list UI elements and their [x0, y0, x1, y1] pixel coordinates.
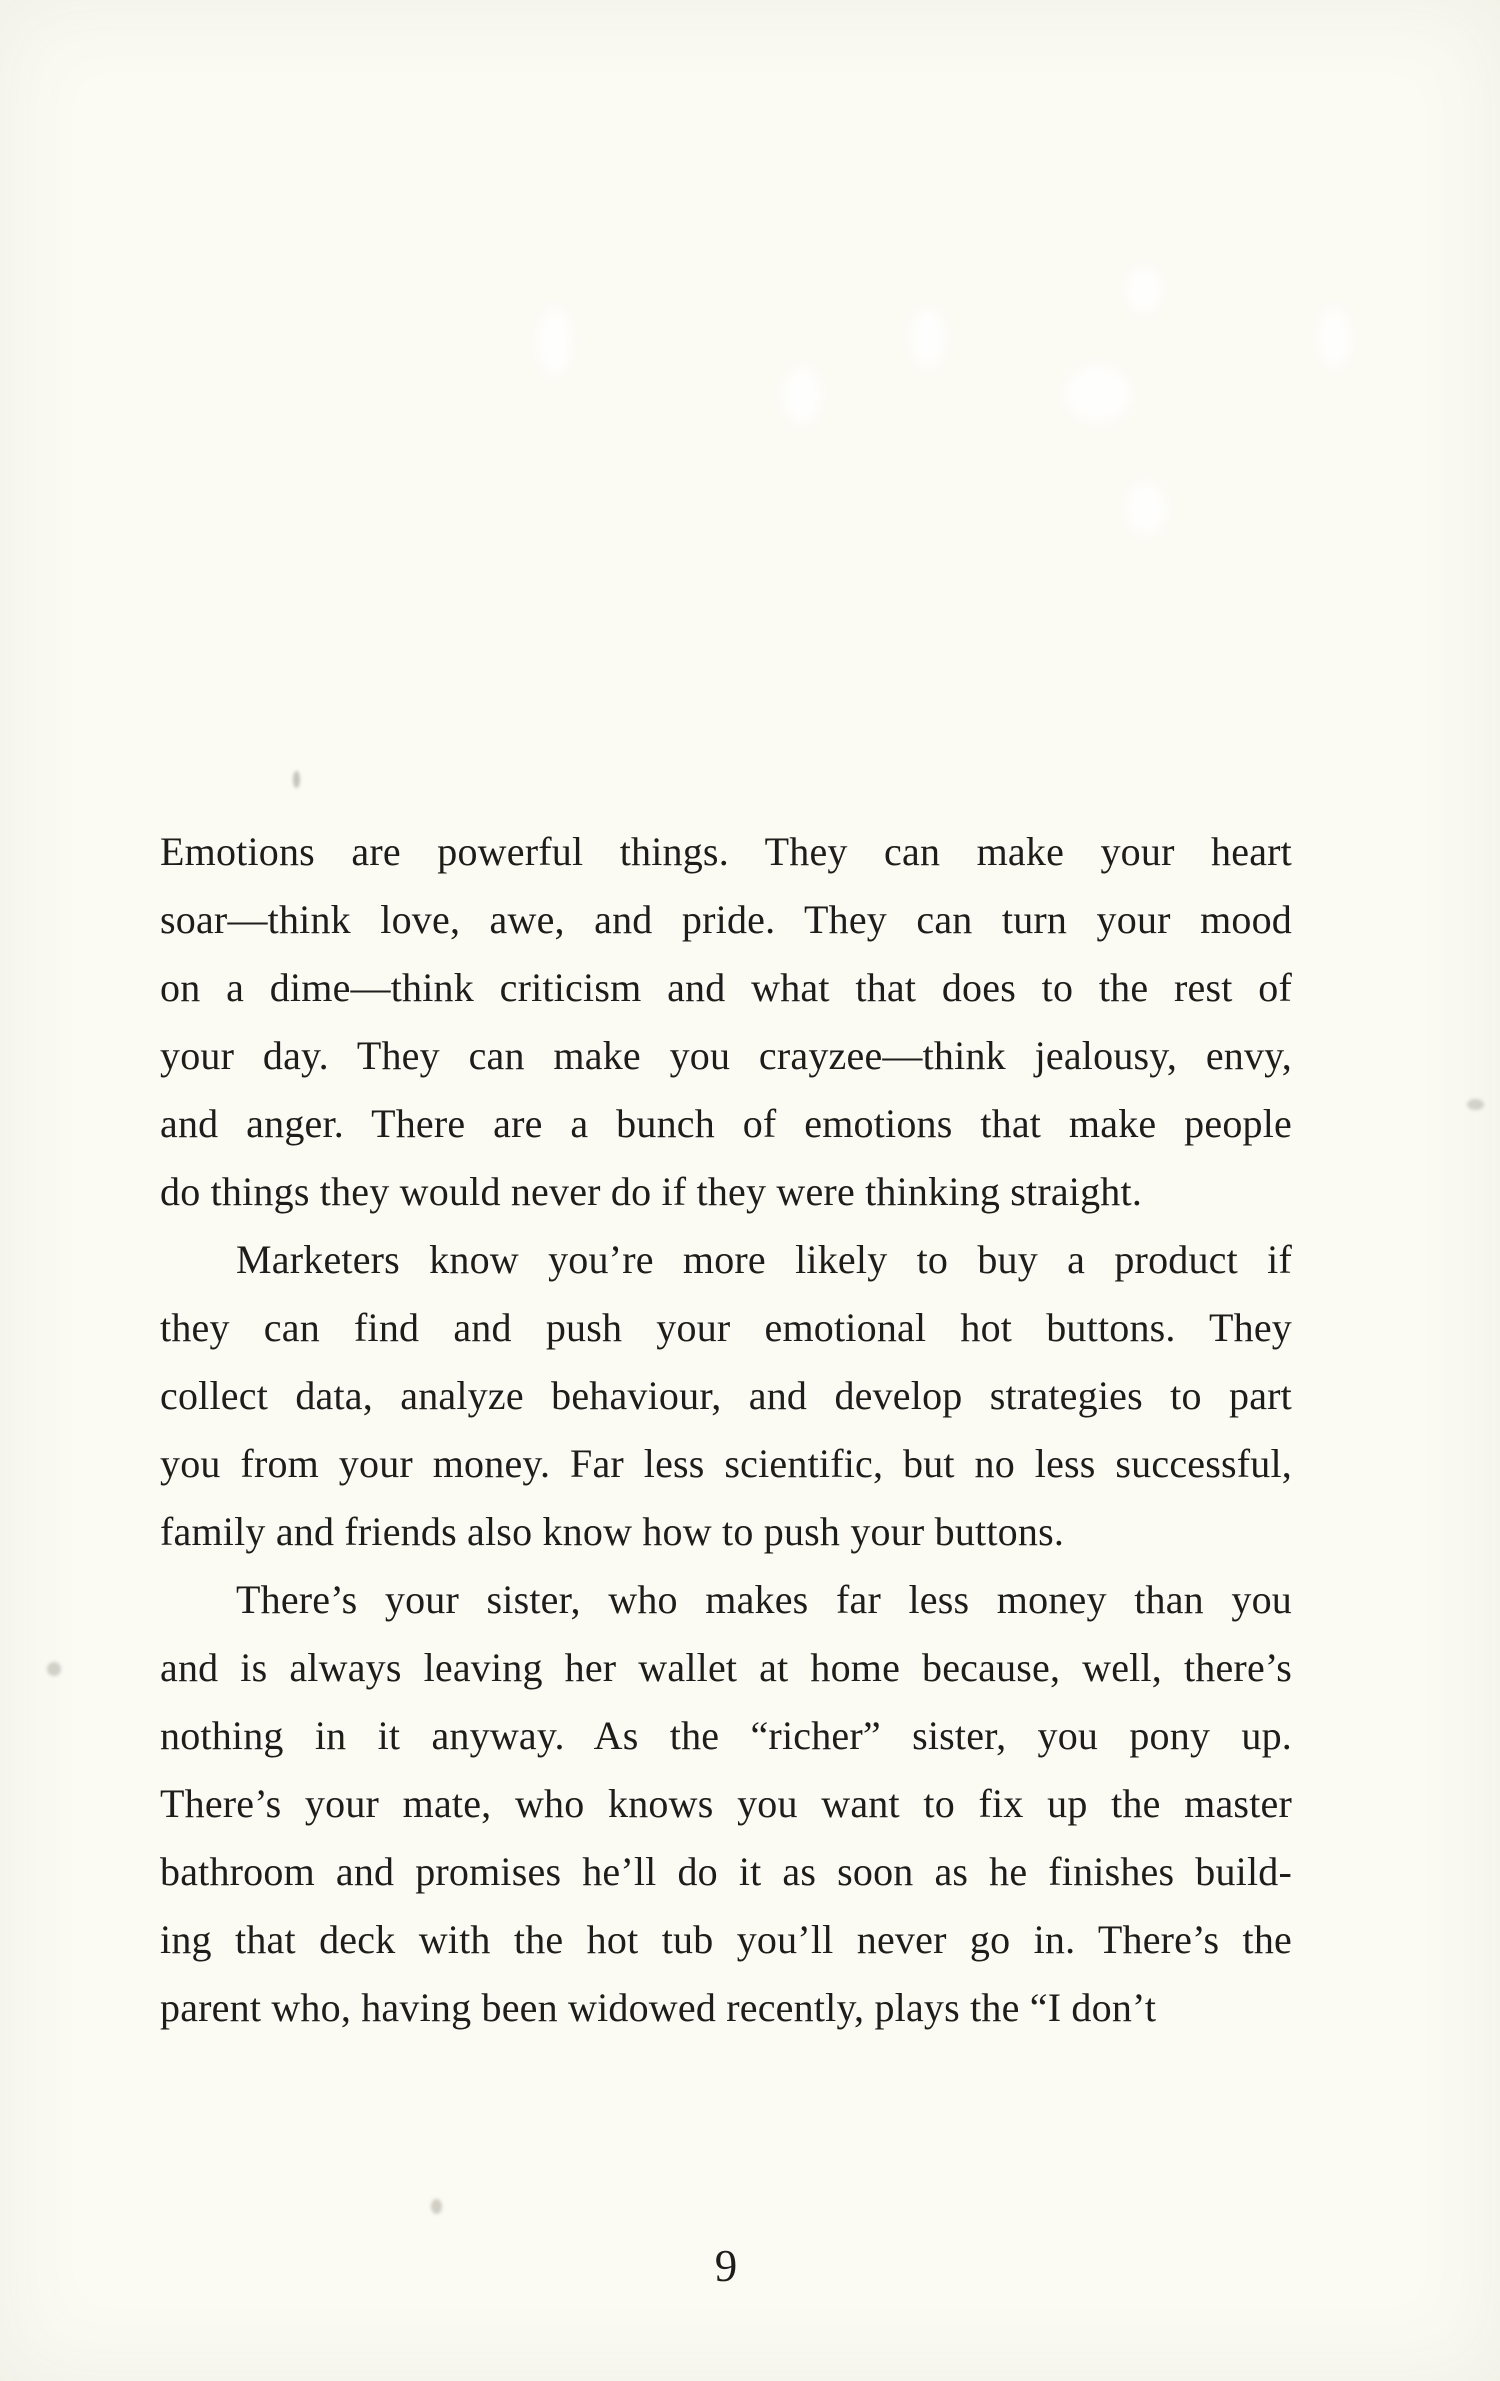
scan-artifact-speck [431, 2199, 442, 2214]
text-line: they can find and push your emotional hot buttons. They [160, 1305, 1292, 1350]
scan-artifact-ghost [1125, 266, 1163, 314]
scan-artifact-ghost [1317, 307, 1351, 369]
text-line: do things they would never do if they were thinking straight. [160, 1169, 1143, 1214]
text-line: Marketers know you’re more likely to buy a product if [236, 1237, 1292, 1282]
scan-artifact-ghost [782, 365, 822, 425]
text-line: Emotions are powerful things. They can make your heart [160, 829, 1292, 874]
text-line: and anger. There are a bunch of emotions that make people [160, 1101, 1292, 1146]
text-line: collect data, analyze behaviour, and develop strategies to part [160, 1373, 1292, 1418]
text-line: and is always leaving her wallet at home because, well, there’s [160, 1645, 1292, 1690]
text-line: parent who, having been widowed recently, plays the “I don’t [160, 1985, 1157, 2030]
text-line: There’s your sister, who makes far less money than you [236, 1577, 1292, 1622]
scan-artifact-speck [293, 771, 300, 788]
text-line: on a dime—think criticism and what that does to the rest of [160, 965, 1292, 1010]
scan-artifact-ghost [1125, 481, 1167, 536]
scan-artifact-speck [47, 1662, 61, 1676]
body-text [160, 818, 1292, 2042]
scan-artifact-ghost [1064, 365, 1132, 423]
scan-artifact-ghost [537, 307, 573, 377]
text-line: bathroom and promises he’ll do it as soon as he finishes build- [160, 1849, 1292, 1894]
text-line: your day. They can make you crayzee—think jealousy, envy, [160, 1033, 1292, 1078]
text-line: you from your money. Far less scientific, but no less successful, [160, 1441, 1292, 1486]
page-number: 9 [714, 2241, 738, 2291]
text-line: family and friends also know how to push your buttons. [160, 1509, 1065, 1554]
scan-artifact-speck [1467, 1099, 1484, 1110]
text-line: soar—think love, awe, and pride. They can turn your mood [160, 897, 1292, 942]
scan-artifact-ghost [910, 307, 946, 369]
text-line: There’s your mate, who knows you want to fix up the master [160, 1781, 1292, 1826]
text-line: ing that deck with the hot tub you’ll never go in. There’s the [160, 1917, 1292, 1962]
text-line: nothing in it anyway. As the “richer” sister, you pony up. [160, 1713, 1292, 1758]
